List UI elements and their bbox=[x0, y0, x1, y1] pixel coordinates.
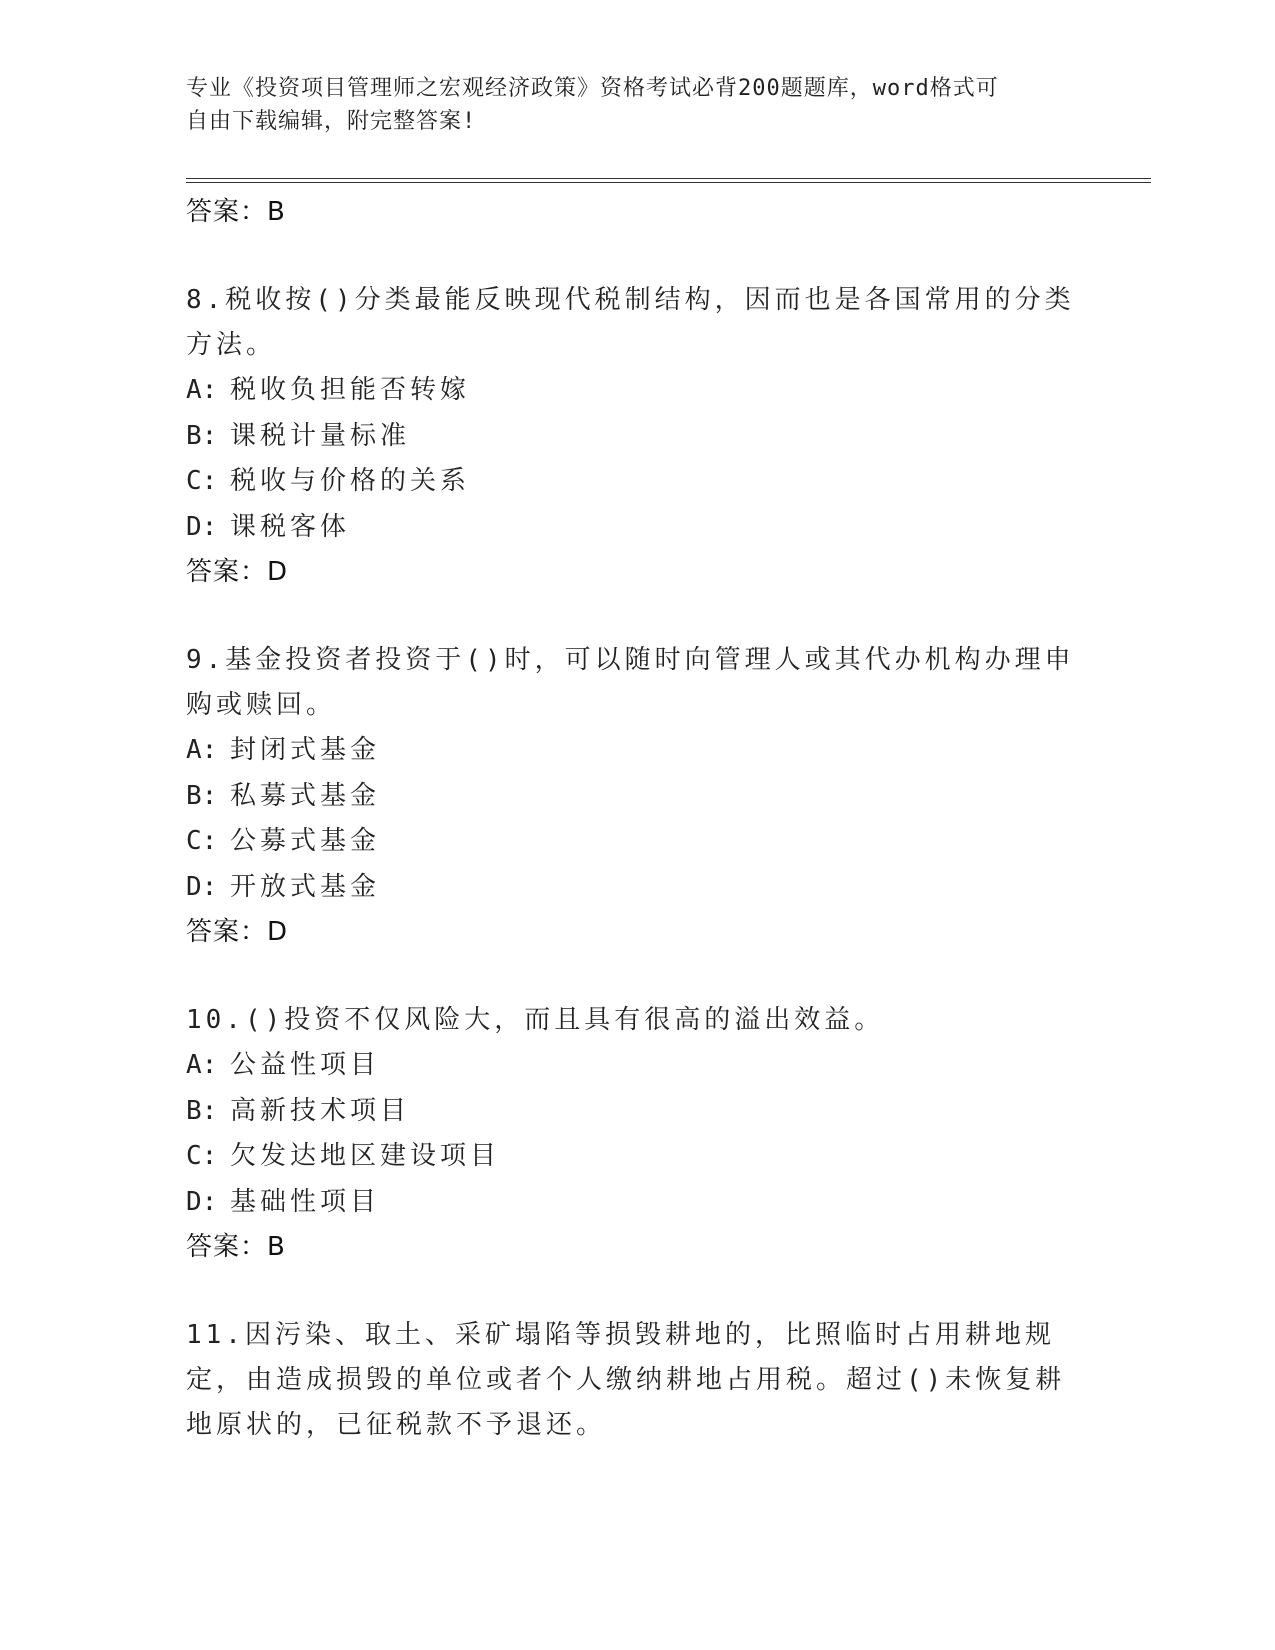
option-c bbox=[186, 459, 1086, 505]
option-d bbox=[186, 1180, 1086, 1226]
option-text: 欠发达地区建设项目 bbox=[230, 1141, 501, 1171]
option-text: 高新技术项目 bbox=[230, 1095, 411, 1126]
option-text: 公募式基金 bbox=[230, 826, 381, 856]
option-text: 课税计量标准 bbox=[230, 420, 411, 451]
question-answer: 答案：D bbox=[186, 917, 289, 947]
option-text: 税收与价格的关系 bbox=[230, 466, 471, 496]
option-key: A: bbox=[186, 1050, 218, 1080]
option-a bbox=[186, 1043, 1086, 1089]
option-text: 私募式基金 bbox=[230, 780, 381, 811]
option-key: B: bbox=[186, 420, 218, 451]
header-divider bbox=[186, 178, 1151, 183]
question-item bbox=[186, 638, 1086, 954]
header-title-line-1: 专业《投资项目管理师之宏观经济政策》资格考试必背200题题库，word格式可 bbox=[186, 76, 999, 101]
question-text: 10.()投资不仅风险大，而且具有很高的溢出效益。 bbox=[186, 1005, 885, 1035]
question-list bbox=[186, 190, 1086, 1448]
question-item bbox=[186, 1313, 1086, 1448]
option-key: B: bbox=[186, 780, 218, 811]
option-key: D: bbox=[186, 511, 218, 542]
option-b bbox=[186, 414, 1086, 460]
question-text: 9.基金投资者投资于()时，可以随时向管理人或其代办机构办理申购或赎回。 bbox=[186, 645, 1075, 720]
question-answer: 答案：B bbox=[186, 1232, 286, 1262]
option-key: D: bbox=[186, 1186, 218, 1217]
option-key: A: bbox=[186, 375, 218, 405]
question-text: 8.税收按()分类最能反映现代税制结构，因而也是各国常用的分类方法。 bbox=[186, 285, 1075, 360]
option-c bbox=[186, 819, 1086, 865]
question-answer: 答案：D bbox=[186, 557, 289, 587]
option-text: 开放式基金 bbox=[230, 871, 381, 902]
document-header bbox=[186, 72, 1066, 138]
option-b bbox=[186, 774, 1086, 820]
question-item bbox=[186, 998, 1086, 1269]
option-key: C: bbox=[186, 466, 218, 496]
option-text: 课税客体 bbox=[230, 511, 351, 542]
previous-question-answer: 答案：B bbox=[186, 197, 286, 227]
question-item bbox=[186, 278, 1086, 594]
option-key: A: bbox=[186, 735, 218, 765]
option-c bbox=[186, 1134, 1086, 1180]
option-d bbox=[186, 865, 1086, 911]
option-text: 公益性项目 bbox=[230, 1050, 381, 1080]
header-title-line-2: 自由下载编辑，附完整答案! bbox=[186, 109, 477, 134]
option-text: 基础性项目 bbox=[230, 1186, 381, 1217]
option-key: B: bbox=[186, 1095, 218, 1126]
question-text: 11.因污染、取土、采矿塌陷等损毁耕地的，比照临时占用耕地规定，由造成损毁的单位或者个人缴纳耕地占用税。超过()未恢复耕地原状的，已征税款不予退还。 bbox=[186, 1320, 1066, 1440]
option-text: 税收负担能否转嫁 bbox=[230, 375, 471, 405]
option-key: D: bbox=[186, 871, 218, 902]
option-b bbox=[186, 1089, 1086, 1135]
option-text: 封闭式基金 bbox=[230, 735, 381, 765]
option-key: C: bbox=[186, 826, 218, 856]
option-d bbox=[186, 505, 1086, 551]
option-a bbox=[186, 368, 1086, 414]
option-key: C: bbox=[186, 1141, 218, 1171]
option-a bbox=[186, 728, 1086, 774]
